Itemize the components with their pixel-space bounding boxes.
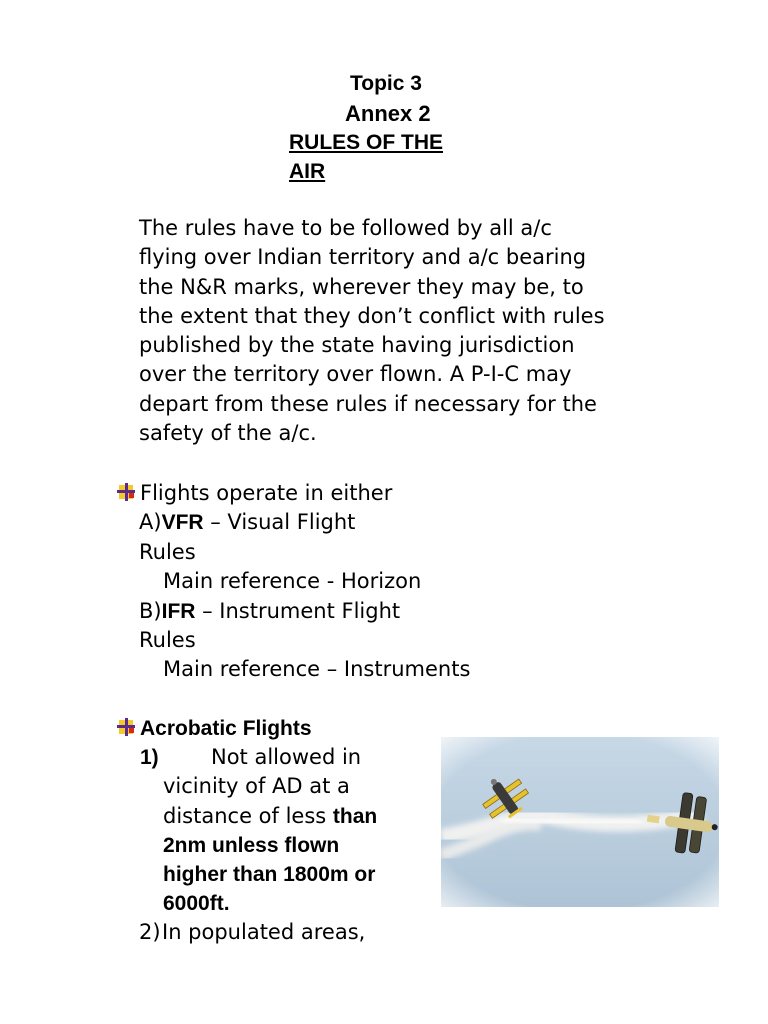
item1-line-6: 6000ft. [163,892,230,915]
ifr-abbr: IFR [161,600,196,623]
item1-line-4: 2nm unless flown [163,834,340,857]
item1-number: 1) [140,746,159,769]
vfr-rules: Rules [139,540,196,564]
item2-number: 2) [139,920,161,944]
intro-line: depart from these rules if necessary for the [139,391,597,416]
plus-square-bullet-icon [116,717,136,737]
vfr-reference: Main reference - Horizon [163,569,422,593]
intro-line: safety of the a/c. [139,421,317,446]
annex-label: Annex 2 [345,101,431,126]
intro-line: The rules have to be followed by all a/c [139,216,552,240]
item2-line-1: In populated areas, [162,920,366,944]
ifr-reference: Main reference – Instruments [163,657,471,681]
ifr-rules: Rules [139,628,196,652]
item1-line-2: vicinity of AD at a [163,774,350,798]
page-title-line-1: RULES OF THE [289,131,444,154]
intro-line: the extent that they don’t conflict with rules [139,303,605,328]
vfr-description: – Visual Flight [203,510,356,534]
topic-label: Topic 3 [350,72,422,95]
item1-line-1: Not allowed in [211,745,362,769]
plus-square-bullet-icon [116,482,136,502]
biplanes-airshow-photo [441,737,719,907]
ifr-description: – Instrument Flight [195,599,401,623]
intro-line: published by the state having jurisdiction [139,333,575,358]
intro-line: flying over Indian territory and a/c bearing [139,245,587,270]
flights-lead: Flights operate in either [140,481,393,505]
ifr-prefix: B) [139,599,162,623]
item1-line-3 [163,802,377,831]
vfr-line [139,508,355,537]
item1-line-5: higher than 1800m or [163,863,376,886]
intro-paragraph [139,214,679,448]
acrobatic-heading: Acrobatic Flights [140,717,312,740]
intro-line: over the territory over flown. A P-I-C may [139,362,572,387]
item1-line-3-bold: than [332,805,378,828]
vfr-prefix: A) [139,510,162,534]
intro-line: the N&R marks, wherever they may be, to [139,274,584,299]
item1-line-3-normal: distance of less [163,804,333,828]
vfr-abbr: VFR [161,511,204,534]
page-title-line-2: AIR [289,160,326,183]
ifr-line [139,597,400,626]
